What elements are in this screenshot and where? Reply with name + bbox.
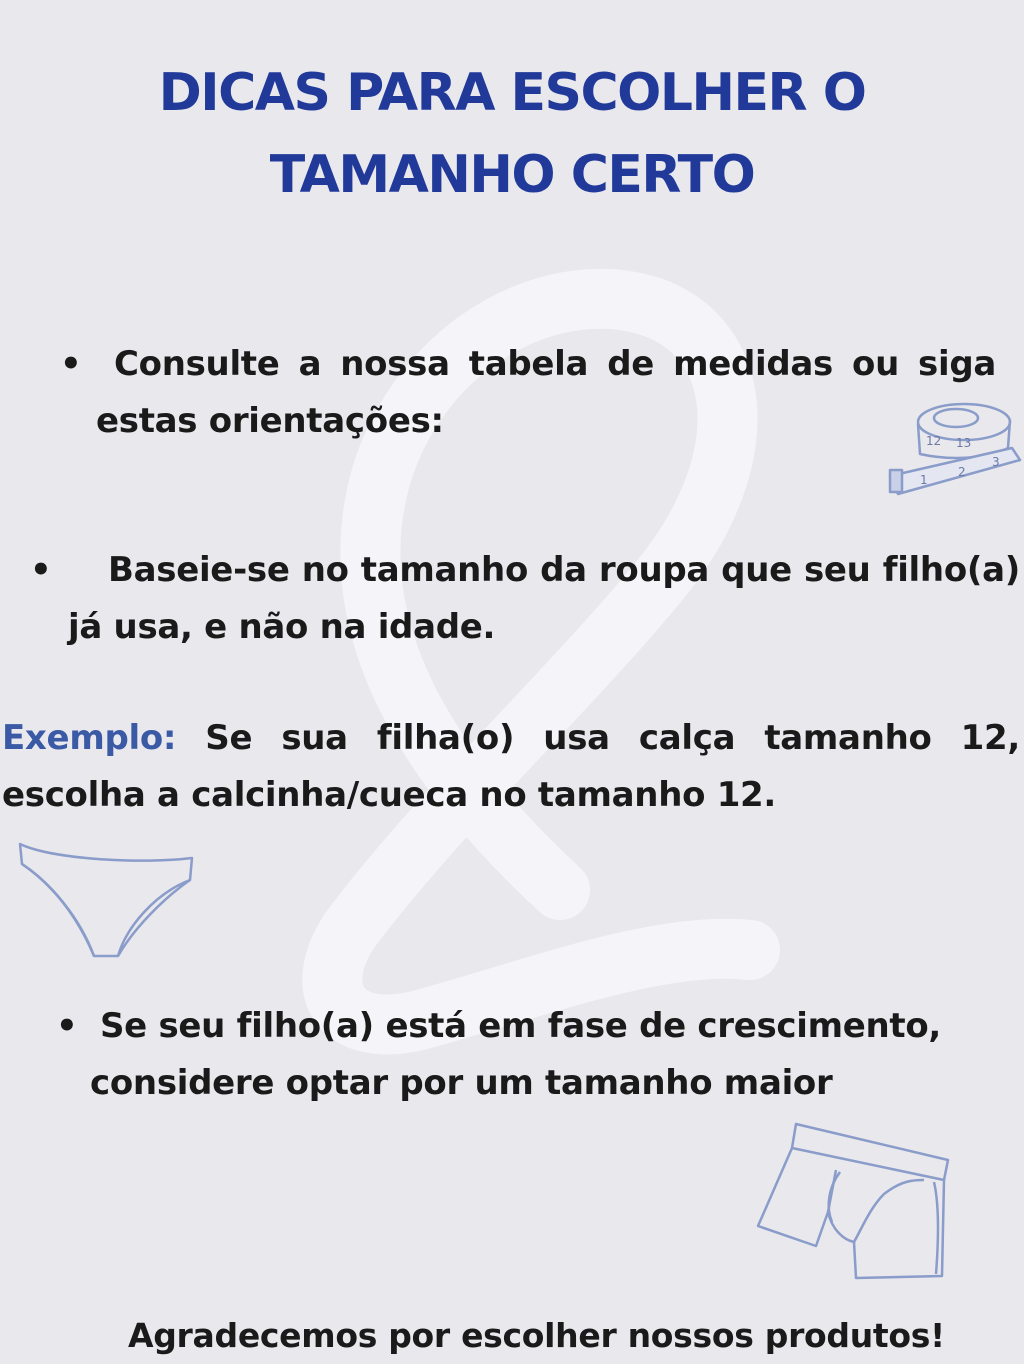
tape-mark-12: 12 — [926, 434, 942, 448]
boxer-briefs-icon — [752, 1118, 952, 1283]
example-text: Se sua filha(o) usa calça tamanho 12, escolha a calcinha/cueca no tamanho 12. — [2, 718, 1020, 815]
thank-you-footer: Agradecemos por escolher nossos produtos! — [128, 1316, 945, 1355]
tip-1-text: Consulte a nossa tabela de medidas ou siga estas orientações: — [96, 344, 996, 441]
tip-3-text: Se seu filho(a) está em fase de crescimento, considere optar por um tamanho maior — [90, 1006, 942, 1103]
tape-mark-13: 13 — [956, 436, 972, 450]
page-title — [0, 52, 1024, 216]
measuring-tape-icon — [886, 390, 1024, 505]
tape-mark-1: 1 — [920, 473, 928, 487]
title-line-1: DICAS PARA ESCOLHER O — [158, 63, 866, 123]
tape-mark-3: 3 — [992, 455, 1000, 469]
example-label: Exemplo: — [2, 718, 177, 758]
tape-mark-2: 2 — [958, 465, 966, 479]
panties-icon — [14, 838, 196, 962]
tip-2-text: Baseie-se no tamanho da roupa que seu filho(a) já usa, e não na idade. — [68, 550, 1020, 647]
tip-3-bullet: • — [56, 1006, 78, 1046]
tip-1-bullet: • — [60, 344, 82, 384]
example-paragraph — [2, 710, 1020, 824]
tip-2-bullet: • — [30, 550, 52, 590]
title-line-2: TAMANHO CERTO — [269, 145, 755, 205]
